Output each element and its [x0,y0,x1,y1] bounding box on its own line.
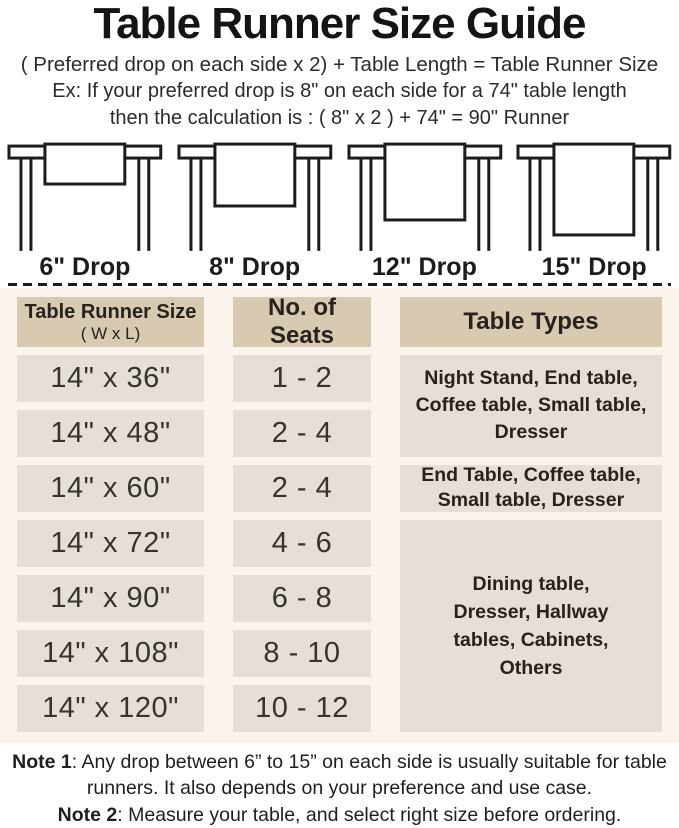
runner [554,144,634,235]
formula-line: ( Preferred drop on each side x 2) + Table Length = Table Runner Size [20,52,659,76]
page-title: Table Runner Size Guide [93,0,586,48]
runner [215,144,295,206]
table-runner-illustration-8-icon [170,141,340,251]
dashed-divider [8,283,671,286]
note-2 [6,802,673,828]
drop-figure-15 [509,141,679,281]
table-runner-illustration-6-icon [0,141,170,251]
drop-label-15: 15" Drop [541,252,647,281]
table-types-cell-small-tables: Night Stand, End table, Coffee table, Small table, Dresser [400,355,662,457]
note-1 [6,749,673,802]
runner-size-cell: 14" x 48" [17,410,204,457]
runner [45,144,125,184]
seats-cell: 4 - 6 [233,520,371,567]
column-header-runner-size [17,297,204,347]
runner-size-cell: 14" x 120" [17,685,204,732]
table-runner-illustration-12-icon [340,141,510,251]
note-1-label: Note 1 [12,750,72,773]
drop-figure-8 [170,141,340,281]
runner-size-cell: 14" x 90" [17,575,204,622]
table-runner-illustration-15-icon [509,141,679,251]
drop-label-6: 6" Drop [39,252,131,281]
seats-cell: 8 - 10 [233,630,371,677]
footer-notes [0,749,679,828]
drop-figure-12 [340,141,510,281]
seats-cell: 2 - 4 [233,410,371,457]
drop-label-12: 12" Drop [371,252,477,281]
runner-size-cell: 14" x 60" [17,465,204,512]
runner-size-header-title: Table Runner Size [24,300,197,323]
guide-header [0,0,679,132]
example-line-1: Ex: If your preferred drop is 8" on each side for a 74" table length [52,79,627,102]
example-line-2: then the calculation is : ( 8" x 2 ) + 74" = 90" Runner [109,106,570,129]
size-guide-panel [0,288,679,743]
column-header-seats: No. of Seats [233,297,371,347]
note-2-label: Note 2 [57,803,118,826]
table-types-cell-medium-tables: End Table, Coffee table, Small table, Dresser [400,465,662,512]
note-2-text: : Measure your table, and select right size before ordering. [117,803,622,826]
column-header-table-types: Table Types [400,297,662,347]
seats-cell: 2 - 4 [233,465,371,512]
runner [384,144,464,220]
seats-cell: 6 - 8 [233,575,371,622]
drop-figure-6 [0,141,170,281]
seats-cell: 1 - 2 [233,355,371,402]
drop-illustrations [0,141,679,281]
runner-size-cell: 14" x 108" [17,630,204,677]
drop-label-8: 8" Drop [209,252,301,281]
note-1-text: : Any drop between 6” to 15” on each side is usually suitable for table runners. It also depends on your preference and use case. [71,750,667,800]
runner-size-cell: 14" x 72" [17,520,204,567]
runner-size-header-subtitle: ( W x L) [80,323,141,343]
table-types-cell-large-tables: Dining table, Dresser, Hallway tables, Cabinets, Others [400,520,662,732]
size-guide-table [17,293,663,732]
seats-cell: 10 - 12 [233,685,371,732]
runner-size-cell: 14" x 36" [17,355,204,402]
